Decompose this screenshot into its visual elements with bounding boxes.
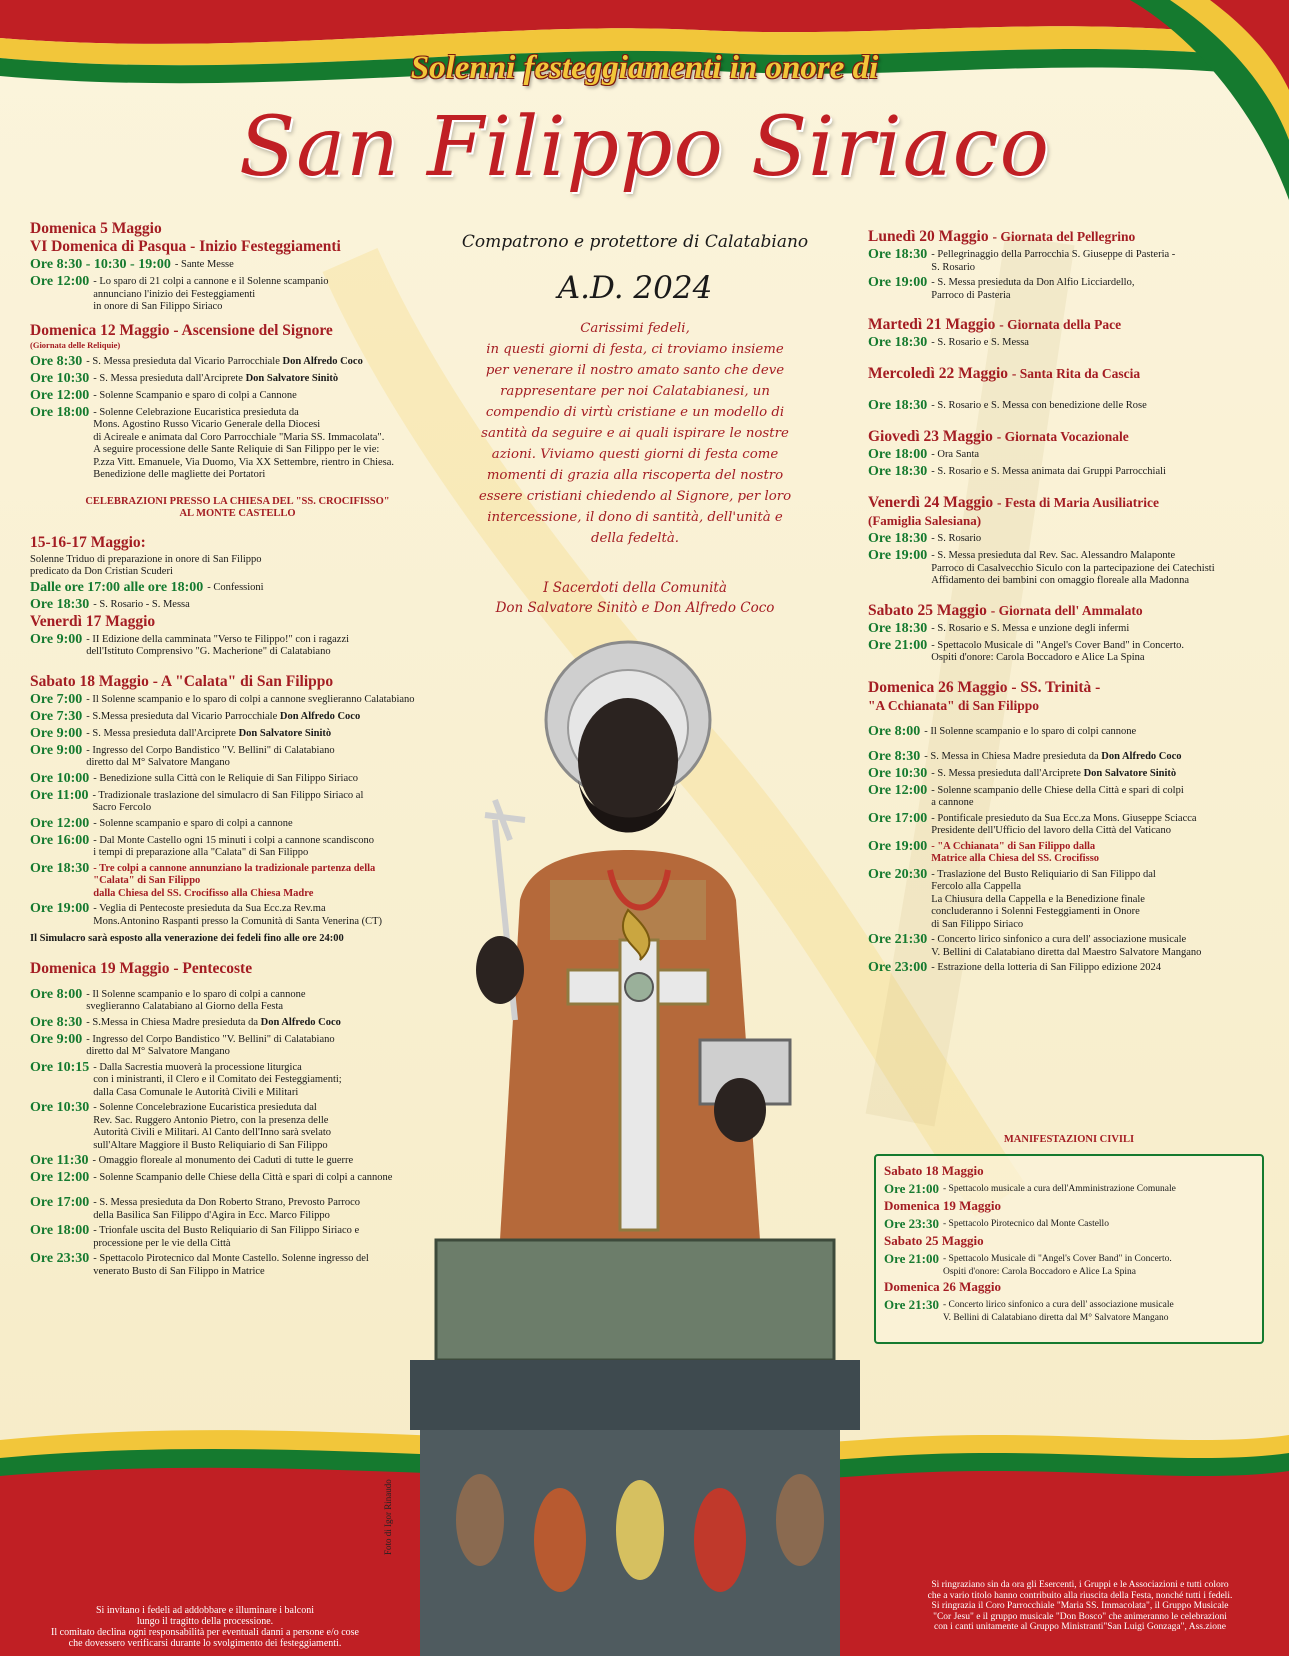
civil-events-box bbox=[874, 1154, 1264, 1344]
event-time: Ore 9:00 bbox=[30, 742, 83, 758]
day-title: Domenica 5 Maggio bbox=[30, 220, 162, 237]
event-time: Ore 21:30 bbox=[884, 1297, 939, 1312]
schedule-row bbox=[30, 405, 445, 482]
schedule-row bbox=[30, 274, 445, 314]
schedule-row bbox=[30, 901, 445, 928]
event-time: Ore 18:30 bbox=[868, 247, 928, 262]
crocifisso-heading: CELEBRAZIONI PRESSO LA CHIESA DEL "SS. CROCIFISSO" AL MONTE CASTELLO bbox=[85, 495, 390, 519]
event-text: - Ingresso del Corpo Bandistico "V. Bellini" di Calatabiano diretto dal M° Salvatore Mangano bbox=[86, 1033, 335, 1057]
event-time: Ore 16:00 bbox=[30, 832, 90, 848]
event-text: - S. Messa presieduta dal Rev. Sac. Alessandro Malaponte Parroco di Casalvecchio Siculo con la partecipazione dei Catechisti Affidamento dei bambini con omaggio floreale alla Madonna bbox=[931, 550, 1215, 586]
event-text: - Solenne Scampanio delle Chiese della Città e spari di colpi a cannone bbox=[93, 1172, 393, 1183]
event-time: Ore 23:00 bbox=[868, 960, 928, 975]
event-time: Ore 10:00 bbox=[30, 770, 90, 786]
schedule-row bbox=[868, 531, 1268, 547]
schedule-row bbox=[868, 398, 1268, 414]
schedule-row bbox=[30, 632, 445, 659]
event-time: Ore 21:30 bbox=[868, 932, 928, 947]
header-subtitle: Solenni festeggiamenti in onore di bbox=[410, 50, 879, 86]
event-text: - Concerto lirico sinfonico a cura dell' associazione musicale V. Bellini di Calatabiano diretta dal Maestro Salvatore Mangano bbox=[931, 934, 1202, 958]
event-text: - Pellegrinaggio della Parrocchia S. Giuseppe di Pasteria - S. Rosario bbox=[931, 249, 1176, 273]
schedule-row bbox=[868, 932, 1268, 959]
pastoral-letter: Carissimi fedeli, in questi giorni di festa, ci troviamo insieme per venerare il nostro amato santo che deve rappresentare per noi Calatabianesi, un compendio di virtù cristiane e un modello di santità da seguire e ai quali ispirare le nostre azioni. Viviamo questi giorni di festa come momenti di grazia alla riscoperta del nostro essere cristiani chiedendo al Signore, per loro intercessione, il dono di santità, dell'unità e della fedeltà. bbox=[478, 321, 792, 546]
schedule-row bbox=[868, 766, 1268, 782]
event-time: Ore 12:00 bbox=[868, 782, 928, 798]
civil-events-heading: MANIFESTAZIONI CIVILI bbox=[1003, 1134, 1135, 1145]
saint-statue-image bbox=[400, 640, 880, 1656]
pedestal-middle bbox=[410, 1360, 860, 1430]
priests-signature: I Sacerdoti della Comunità Don Salvatore Sinitò e Don Alfredo Coco bbox=[495, 580, 775, 616]
patron-line: Compatrono e protettore di Calatabiano bbox=[461, 232, 809, 252]
event-text: - Spettacolo Musicale di "Angel's Cover Band" in Concerto. Ospiti d'onore: Carola Boccadoro e Alice La Spina bbox=[943, 1254, 1172, 1277]
schedule-row bbox=[868, 811, 1268, 838]
event-time: Ore 10:30 bbox=[30, 1100, 90, 1115]
schedule-row bbox=[868, 749, 1268, 765]
event-time: Ore 18:30 bbox=[868, 464, 928, 479]
schedule-row bbox=[30, 726, 445, 742]
event-text: - Concerto lirico sinfonico a cura dell' associazione musicale V. Bellini di Calatabiano diretta dal M° Salvatore Mangano bbox=[943, 1300, 1174, 1323]
day-subtitle: "A Cchianata" di San Filippo bbox=[868, 697, 1040, 713]
day-title: 15-16-17 Maggio: bbox=[30, 533, 146, 551]
event-text: - S. Messa presieduta da Don Alfio Licciardello, Parroco di Pasteria bbox=[931, 277, 1135, 301]
event-time: Ore 8:00 bbox=[868, 723, 921, 739]
schedule-row bbox=[30, 580, 445, 596]
event-time: Ore 8:30 bbox=[868, 748, 921, 764]
event-text: - Spettacolo Pirotecnico dal Monte Castello bbox=[943, 1219, 1109, 1229]
event-text: - Spettacolo Pirotecnico dal Monte Castello. Solenne ingresso del venerato Busto di San Filippo in Matrice bbox=[93, 1253, 369, 1277]
event-text: - Trionfale uscita del Busto Reliquiario di San Filippo Siriaco e processione per le vie della Città bbox=[93, 1225, 360, 1249]
event-text: - Il Solenne scampanio e lo sparo di colpi a cannone sveglieranno Calatabiano al Giorno della Festa bbox=[86, 988, 306, 1012]
schedule-row bbox=[30, 597, 445, 613]
event-text: - S. Rosario e S. Messa e unzione degli infermi bbox=[931, 622, 1130, 634]
event-text: - Solenne Scampanio e sparo di colpi a Cannone bbox=[93, 389, 297, 401]
triduo-text: Solenne Triduo di preparazione in onore di San Filippo predicato da Don Cristian Scuderi bbox=[30, 553, 262, 577]
event-text: - S. Rosario e S. Messa animata dai Gruppi Parrocchiali bbox=[931, 466, 1166, 477]
event-time: Ore 20:30 bbox=[868, 866, 928, 882]
event-time: Ore 19:00 bbox=[868, 275, 928, 290]
event-time: Ore 12:00 bbox=[30, 1170, 90, 1185]
schedule-row bbox=[884, 1181, 1176, 1197]
schedule-row bbox=[30, 371, 445, 387]
footer-left-note: Si invitano i fedeli ad addobbare e illuminare i balconi lungo il tragitto della processione. Il comitato declina ogni responsabilità per eventuali danni a persone e/o cose che dovessero verificarsi durante lo svolgimento dei festeggiamenti. bbox=[51, 1605, 359, 1649]
event-text: - II Edizione della camminata "Verso te Filippo!" con i ragazzi dell'Istituto Comprensivo "G. Macherione" di Calatabiano bbox=[86, 633, 350, 657]
event-text: - Il Solenne scampanio e lo sparo di colpi cannone bbox=[924, 725, 1137, 737]
event-time: Ore 18:00 bbox=[30, 404, 90, 420]
event-time: Ore 18:30 bbox=[868, 531, 928, 546]
hand-right bbox=[714, 1078, 766, 1142]
event-time: Ore 17:00 bbox=[868, 810, 928, 826]
schedule-row bbox=[868, 447, 1268, 463]
schedule-row bbox=[868, 335, 1268, 351]
event-text: - Sante Messe bbox=[174, 259, 234, 270]
event-time: Ore 23:30 bbox=[30, 1251, 90, 1266]
day-subtitle: VI Domenica di Pasqua - Inizio Festeggiamenti bbox=[30, 238, 341, 255]
schedule-row bbox=[30, 816, 445, 832]
event-time: Ore 9:00 bbox=[30, 631, 83, 647]
event-text: - Ingresso del Corpo Bandistico "V. Bellini" di Calatabiano diretto dal M° Salvatore Mangano bbox=[86, 744, 335, 768]
left-schedule bbox=[30, 220, 445, 1278]
event-text: - S. Messa presieduta dall'Arciprete Don Salvatore Sinitò bbox=[931, 767, 1177, 779]
schedule-row bbox=[884, 1216, 1176, 1232]
day-title: Domenica 12 Maggio - Ascensione del Signore bbox=[30, 321, 333, 339]
schedule-row bbox=[868, 275, 1268, 302]
event-text: - S. Rosario e S. Messa con benedizione delle Rose bbox=[931, 400, 1147, 411]
right-schedule bbox=[868, 228, 1268, 976]
event-time: Ore 18:30 bbox=[868, 335, 928, 350]
event-text: - Solenne scampanio e sparo di colpi a cannone bbox=[93, 817, 293, 829]
event-time: Ore 7:00 bbox=[30, 691, 83, 707]
schedule-row bbox=[884, 1251, 1176, 1278]
event-time: Ore 10:30 bbox=[868, 765, 928, 781]
schedule-row bbox=[868, 839, 1268, 866]
schedule-row bbox=[868, 638, 1268, 665]
event-time: Ore 12:00 bbox=[30, 274, 90, 289]
event-time: Ore 19:00 bbox=[30, 901, 90, 916]
day-title: Venerdì 24 Maggio - Festa di Maria Ausiliatrice bbox=[868, 494, 1159, 511]
event-time: Ore 21:00 bbox=[884, 1181, 939, 1196]
civil-day: Sabato 18 Maggio bbox=[884, 1163, 984, 1178]
event-time: Ore 12:00 bbox=[30, 387, 90, 403]
schedule-row bbox=[30, 1223, 445, 1250]
schedule-row bbox=[30, 1153, 445, 1169]
event-text: - Ora Santa bbox=[931, 449, 980, 460]
event-time: Ore 9:00 bbox=[30, 1031, 83, 1047]
schedule-row bbox=[868, 783, 1268, 810]
hand-left bbox=[476, 936, 524, 1004]
schedule-row bbox=[30, 788, 445, 815]
day-note: (Giornata delle Reliquie) bbox=[30, 339, 121, 350]
schedule-row bbox=[30, 1170, 445, 1186]
event-text: - Spettacolo musicale a cura dell'Amministrazione Comunale bbox=[943, 1184, 1176, 1194]
event-text: - Tre colpi a cannone annunziano la tradizionale partenza della "Calata" di San Filippo dalla Chiesa del SS. Crocifisso alla Chiesa Madre bbox=[93, 862, 376, 899]
schedule-row bbox=[30, 833, 445, 860]
event-text: - Dalla Sacrestia muoverà la processione liturgica con i ministranti, il Clero e il Comitato dei Festeggiamenti; dalla Casa Comunale le Autorità Civili e Militari bbox=[93, 1061, 342, 1098]
event-time: Ore 18:30 bbox=[868, 398, 928, 413]
event-text: - S. Rosario bbox=[931, 533, 982, 544]
event-time: Ore 11:00 bbox=[30, 787, 89, 803]
event-time: Ore 18:30 bbox=[30, 860, 90, 876]
day-title: Domenica 26 Maggio - SS. Trinità - bbox=[868, 678, 1101, 696]
day-note: (Famiglia Salesiana) bbox=[868, 513, 982, 528]
event-text: - S.Messa in Chiesa Madre presieduta da Don Alfredo Coco bbox=[86, 1016, 341, 1028]
event-time: Ore 11:30 bbox=[30, 1153, 89, 1168]
schedule-row bbox=[30, 771, 445, 787]
event-time: Ore 21:00 bbox=[884, 1251, 939, 1266]
event-text: - S. Messa presieduta dall'Arciprete Don Salvatore Sinitò bbox=[93, 372, 339, 384]
event-time: Dalle ore 17:00 alle ore 18:00 bbox=[30, 579, 204, 595]
pedestal-top bbox=[436, 1240, 834, 1360]
schedule-row bbox=[30, 1100, 445, 1152]
schedule-row bbox=[30, 1015, 445, 1031]
schedule-row bbox=[30, 1195, 445, 1222]
event-time: Ore 23:30 bbox=[884, 1216, 939, 1231]
event-text: - S. Messa presieduta da Don Roberto Strano, Prevosto Parroco della Basilica San Filippo d'Agira in Ecc. Marco Filippo bbox=[93, 1197, 361, 1221]
schedule-row bbox=[30, 354, 445, 370]
event-time: Ore 9:00 bbox=[30, 725, 83, 741]
event-text: - Spettacolo Musicale di "Angel's Cover Band" in Concerto. Ospiti d'onore: Carola Boccadoro e Alice La Spina bbox=[931, 639, 1185, 663]
event-time: Ore 7:30 bbox=[30, 708, 83, 724]
event-text: - Estrazione della lotteria di San Filippo edizione 2024 bbox=[931, 962, 1162, 973]
event-time: Ore 10:30 bbox=[30, 370, 90, 386]
event-time: Ore 17:00 bbox=[30, 1195, 90, 1210]
event-text: - S. Rosario e S. Messa bbox=[931, 337, 1029, 348]
civil-day: Domenica 19 Maggio bbox=[884, 1198, 1001, 1213]
event-text: - S. Messa in Chiesa Madre presieduta da Don Alfredo Coco bbox=[924, 750, 1182, 762]
schedule-row bbox=[30, 388, 445, 404]
event-time: Ore 8:00 bbox=[30, 986, 83, 1002]
face bbox=[578, 698, 678, 822]
schedule-row bbox=[30, 1032, 445, 1059]
photo-credit: Foto di Igor Rinaudo bbox=[383, 1479, 393, 1555]
event-time: Ore 21:00 bbox=[868, 637, 928, 653]
day-title: Sabato 25 Maggio - Giornata dell' Ammalato bbox=[868, 601, 1143, 619]
event-text: - Veglia di Pentecoste presieduta da Sua Ecc.za Rev.ma Mons.Antonino Raspanti presso la Comunità di Santa Venerina (CT) bbox=[93, 903, 383, 927]
event-time: Ore 8:30 bbox=[30, 1014, 83, 1030]
schedule-row bbox=[868, 621, 1268, 637]
day-title: Mercoledì 22 Maggio - Santa Rita da Cascia bbox=[868, 365, 1141, 382]
schedule-row bbox=[868, 464, 1268, 480]
event-time: Ore 18:30 bbox=[868, 620, 928, 636]
schedule-row bbox=[30, 861, 445, 901]
event-text: - Traslazione del Busto Reliquiario di San Filippo dal Fercolo alla Cappella La Chiusura della Cappella e la Benedizione finale concluderanno i Solenni Festeggiamenti in Onore di San Filippo Siriaco bbox=[931, 868, 1156, 930]
event-time: Ore 18:00 bbox=[30, 1223, 90, 1238]
event-time: Ore 19:00 bbox=[868, 838, 928, 854]
event-time: Ore 8:30 bbox=[30, 353, 83, 369]
event-text: - S. Rosario - S. Messa bbox=[93, 598, 190, 610]
civil-day: Domenica 26 Maggio bbox=[884, 1279, 1001, 1294]
event-text: - Solenne Celebrazione Eucaristica presieduta da Mons. Agostino Russo Vicario Generale della Diocesi di Acireale e animata dal Coro Parrocchiale "Maria SS. Immacolata". A seguire processione delle Sante Reliquie di San Filippo per le vie: P.zza Vitt. Emanuele, Via Duomo, Via XX Settembre, rientro in Chiesa. Benedizione delle magliette dei Portatori bbox=[93, 406, 395, 480]
event-text: - S.Messa presieduta dal Vicario Parrocchiale Don Alfredo Coco bbox=[86, 710, 361, 722]
schedule-row bbox=[868, 867, 1268, 932]
simulacro-note: Il Simulacro sarà esposto alla venerazione dei fedeli fino alle ore 24:00 bbox=[30, 933, 344, 944]
day-title: Martedì 21 Maggio - Giornata della Pace bbox=[868, 316, 1122, 333]
event-text: - Tradizionale traslazione del simulacro di San Filippo Siriaco al Sacro Fercolo bbox=[92, 789, 364, 813]
year-label: A.D. 2024 bbox=[557, 270, 713, 306]
event-text: - Il Solenne scampanio e lo sparo di colpi a cannone sveglieranno Calatabiano bbox=[86, 693, 415, 705]
schedule-row bbox=[884, 1297, 1176, 1324]
event-time: Ore 8:30 - 10:30 - 19:00 bbox=[30, 257, 171, 272]
event-time: Ore 18:30 bbox=[30, 596, 90, 612]
event-text: - Confessioni bbox=[207, 581, 264, 593]
event-text: - Omaggio floreale al monumento dei Caduti di tutte le guerre bbox=[92, 1155, 354, 1166]
schedule-row bbox=[868, 548, 1268, 588]
day-title: Domenica 19 Maggio - Pentecoste bbox=[30, 959, 253, 977]
day-title: Venerdì 17 Maggio bbox=[30, 612, 156, 630]
header-title: San Filippo Siriaco bbox=[239, 100, 1050, 195]
event-text: - Solenne Concelebrazione Eucaristica presieduta dal Rev. Sac. Ruggero Antonio Pietro, con la presenza delle Autorità Civili e Militari. Al Canto dell'Inno sarà svelato sull'Altare Maggiore il Busto Reliquiario di San Filippo bbox=[93, 1102, 332, 1151]
civil-day: Sabato 25 Maggio bbox=[884, 1233, 984, 1248]
schedule-row bbox=[30, 709, 445, 725]
event-text: - Benedizione sulla Città con le Reliquie di San Filippo Siriaco bbox=[93, 772, 359, 784]
event-time: Ore 12:00 bbox=[30, 815, 90, 831]
event-text: - Dal Monte Castello ogni 15 minuti i colpi a cannone scandiscono i tempi di preparazione alla "Calata" di San Filippo bbox=[93, 834, 375, 858]
schedule-row bbox=[30, 987, 445, 1014]
event-time: Ore 19:00 bbox=[868, 548, 928, 563]
schedule-row bbox=[30, 692, 445, 708]
day-title: Sabato 18 Maggio - A "Calata" di San Filippo bbox=[30, 672, 334, 690]
event-text: - "A Cchianata" di San Filippo dalla Matrice alla Chiesa del SS. Crocifisso bbox=[931, 840, 1100, 864]
schedule-row bbox=[30, 743, 445, 770]
event-time: Ore 18:00 bbox=[868, 447, 928, 462]
schedule-row bbox=[30, 1060, 445, 1100]
schedule-row bbox=[30, 1251, 445, 1278]
event-text: - Solenne scampanio delle Chiese della Città e spari di colpi a cannone bbox=[931, 784, 1184, 808]
event-text: - Pontificale presieduto da Sua Ecc.za Mons. Giuseppe Sciacca Presidente dell'Ufficio del lavoro della Città del Vaticano bbox=[931, 812, 1197, 836]
schedule-row bbox=[868, 247, 1268, 274]
day-title: Giovedì 23 Maggio - Giornata Vocazionale bbox=[868, 428, 1129, 445]
schedule-row bbox=[868, 960, 1268, 976]
schedule-row bbox=[868, 724, 1268, 740]
footer-right-thanks: Si ringraziano sin da ora gli Esercenti, i Gruppi e le Associazioni e tutti coloro che a vario titolo hanno contribuito alla riuscita della Festa, nonché tutti i fedeli. Si ringrazia il Coro Parrocchiale "Maria SS. Immacolata", il Gruppo Musicale "Cor Jesu" e il gruppo musicale "Don Bosco" che animeranno le celebrazioni con i canti unitamente al Gruppo Ministranti"San Luigi Gonzaga", Ass.zione bbox=[927, 1580, 1233, 1632]
event-time: Ore 10:15 bbox=[30, 1059, 90, 1075]
schedule-row bbox=[30, 257, 445, 273]
day-title: Lunedì 20 Maggio - Giornata del Pellegrino bbox=[868, 228, 1136, 245]
event-text: - S. Messa presieduta dall'Arciprete Don Salvatore Sinitò bbox=[86, 727, 332, 739]
event-text: - S. Messa presieduta dal Vicario Parrocchiale Don Alfredo Coco bbox=[86, 355, 363, 367]
event-text: - Lo sparo di 21 colpi a cannone e il Solenne scampanio annunciano l'inizio dei Festeggiamenti in onore di San Filippo Siriaco bbox=[93, 276, 329, 312]
